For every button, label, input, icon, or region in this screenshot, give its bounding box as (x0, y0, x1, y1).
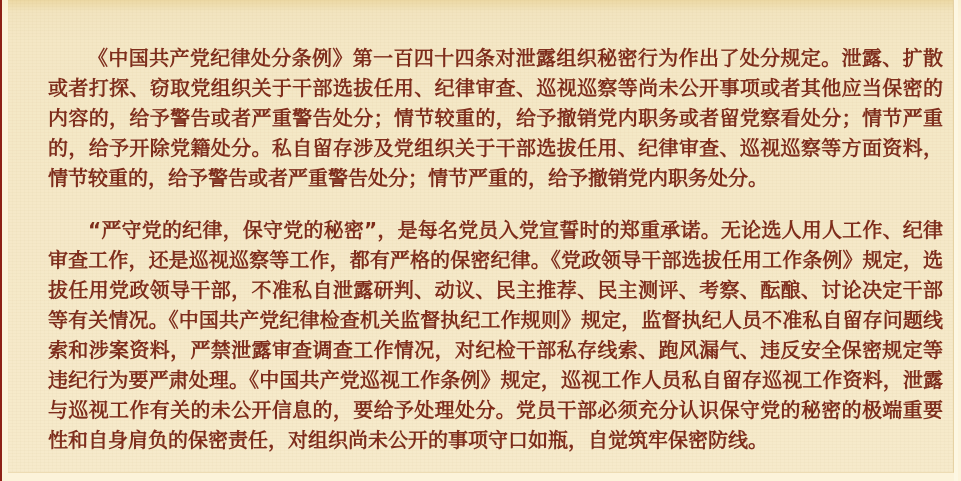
paragraph-secrecy-commitment: “严守党的纪律，保守党的秘密”，是每名党员入党宣誓时的郑重承诺。无论选人用人工作、纪律审查工作，还是巡视巡察等工作，都有严格的保密纪律。《党政领导干部选拔任用工作条例》规定，选拔任用党政领导干部，不准私自泄露研判、动议、民主推荐、民主测评、考察、酝酿、讨论决定干部等有关情况。《中国共产党纪律检查机关监督执纪工作规则》规定，监督执纪人员不准私自留存问题线索和涉案资料，严禁泄露审查调查工作情况，对纪检干部私存线索、跑风漏气、违反安全保密规定等违纪行为要严肃处理。《中国共产党巡视工作条例》规定，巡视工作人员私自留存巡视工作资料，泄露与巡视工作有关的未公开信息的，要给予处理处分。党员干部必须充分认识保守党的秘密的极端重要性和自身肩负的保密责任，对组织尚未公开的事项守口如瓶，自觉筑牢保密防线。 (48, 218, 943, 452)
panel-right-gutter (954, 0, 958, 481)
paragraph-discipline-regulation: 《中国共产党纪律处分条例》第一百四十四条对泄露组织秘密行为作出了处分规定。泄露、扩散或者打探、窃取党组织关于干部选拔任用、纪律审查、巡视巡察等尚未公开事项或者其他应当保密的内容的，给予警告或者严重警告处分；情节较重的，给予撤销党内职务或者留党察看处分；情节严重的，给予开除党籍处分。私自留存涉及党组织关于干部选拔任用、纪律审查、巡视巡察等方面资料，情节较重的，给予警告或者严重警告处分；情节严重的，给予撤销党内职务处分。 (48, 46, 943, 190)
article-panel (8, 0, 954, 473)
article-body (8, 0, 953, 455)
page-left-accent-line (0, 0, 2, 481)
